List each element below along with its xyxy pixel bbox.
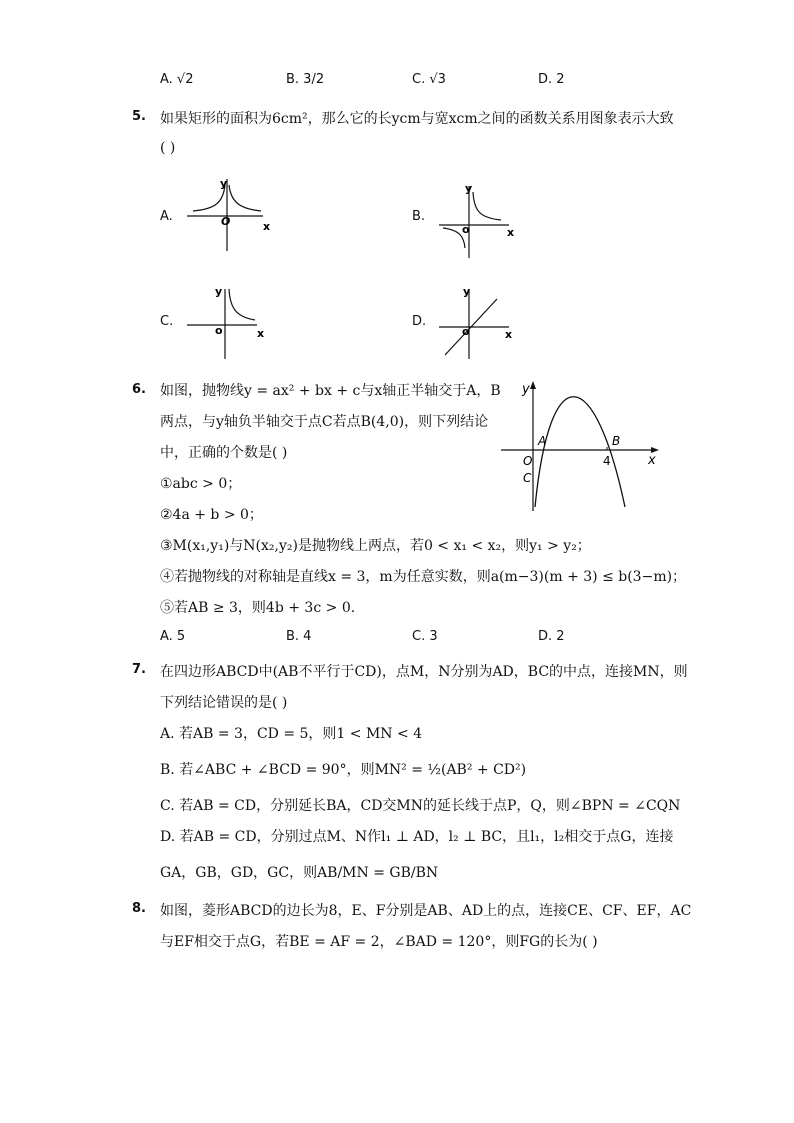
q6-statement-3: ③M(x₁,y₁)与N(x₂,y₂)是抛物线上两点，若0 < x₁ < x₂，则y₁ > y₂；: [160, 538, 591, 554]
q8-line-2: 与EF相交于点G，若BE = AF = 2，∠BAD = 120°，则FG的长为( ): [160, 934, 598, 950]
q6-parabola-curve: [535, 397, 625, 507]
q6-statement-4: ④若抛物线的对称轴是直线x = 3，m为任意实数，则a(m−3)(m + 3) ≤ b(3−m)；: [160, 569, 687, 585]
q6-y-axis-arrow: [530, 381, 536, 389]
q6-statement-2: ②4a + b > 0；: [160, 507, 263, 523]
q4-option-c: C. √3: [412, 72, 446, 87]
q8-line-1: 如图，菱形ABCD的边长为8，E、F分别是AB、AD上的点，连接CE、CF、EF，AC: [160, 903, 692, 919]
q7-line-2: 下列结论错误的是( ): [160, 695, 288, 711]
q6-origin-label: O: [523, 454, 533, 468]
q6-line-3: 中，正确的个数是( ): [160, 445, 288, 461]
q4-option-a: A. √2: [160, 72, 194, 87]
q5-option-d-label: D.: [412, 314, 427, 329]
q5-graph-a-y-label: y: [220, 177, 228, 190]
q6-option-c: C. 3: [412, 629, 438, 644]
q5-graph-c-y-label: y: [215, 285, 223, 298]
q5-option-a-label: A.: [160, 209, 173, 224]
q5-option-b-label: B.: [412, 209, 426, 224]
q5-text-line1: 如果矩形的面积为6cm²，那么它的长ycm与宽xcm之间的函数关系用图象表示大致: [160, 111, 674, 127]
q7-option-a: A. 若AB = 3，CD = 5，则1 < MN < 4: [160, 726, 423, 742]
q6-point-b-label: B: [612, 434, 621, 448]
q4-option-d: D. 2: [538, 72, 565, 87]
q6-option-b: B. 4: [286, 629, 312, 644]
q5-graph-d-origin-label: o: [462, 325, 470, 338]
q6-x-label: x: [648, 453, 656, 468]
q6-option-d: D. 2: [538, 629, 565, 644]
q6-option-a: A. 5: [160, 629, 186, 644]
q5-graph-a-origin-label: O: [221, 215, 231, 228]
q6-tick-4-label: 4: [603, 454, 611, 468]
q5-graph-b-origin-label: o: [462, 223, 470, 236]
q5-graph-c-origin-label: o: [215, 324, 223, 337]
q5-graph-b-y-label: y: [465, 182, 473, 195]
q6-point-c-label: C: [523, 471, 532, 485]
q5-graph-d-x-label: x: [505, 328, 513, 341]
q7-number: 7.: [132, 662, 146, 677]
q7-option-b: B. 若∠ABC + ∠BCD = 90°，则MN² = ½(AB² + CD²): [160, 762, 527, 778]
q6-parabola-figure: [495, 375, 665, 515]
q6-statement-1: ①abc > 0；: [160, 476, 242, 492]
q6-number: 6.: [132, 382, 146, 397]
q6-line-2: 两点，与y轴负半轴交于点C若点B(4,0)，则下列结论: [160, 414, 489, 430]
q5-graph-c: [185, 283, 270, 361]
q7-line-1: 在四边形ABCD中(AB不平行于CD)，点M，N分别为AD，BC的中点，连接MN，则: [160, 664, 688, 680]
q5-graph-a: [185, 175, 280, 255]
q5-text-line2: ( ): [160, 140, 176, 156]
q6-y-label: y: [522, 382, 530, 397]
q5-graph-a-x-label: x: [263, 220, 271, 233]
q5-option-c-label: C.: [160, 314, 174, 329]
q8-number: 8.: [132, 901, 146, 916]
q6-point-a-label: A: [538, 434, 547, 448]
q5-graph-d: [437, 285, 522, 361]
q7-option-c: C. 若AB = CD，分别延长BA，CD交MN的延长线于点P，Q，则∠BPN = ∠CQN: [160, 798, 681, 814]
q7-option-d-line1: D. 若AB = CD，分别过点M、N作l₁ ⊥ AD，l₂ ⊥ BC，且l₁，l₂相交于点G，连接: [160, 829, 674, 845]
q4-option-b: B. 3/2: [286, 72, 325, 87]
q5-graph-b: [437, 180, 522, 262]
q5-graph-b-x-label: x: [507, 226, 515, 239]
q7-option-d-line2: GA，GB，GD，GC，则AB/MN = GB/BN: [160, 865, 439, 881]
q6-statement-5: ⑤若AB ≥ 3，则4b + 3c > 0.: [160, 600, 356, 616]
q5-number: 5.: [132, 109, 146, 124]
q5-graph-c-x-label: x: [257, 327, 265, 340]
q5-graph-d-y-label: y: [463, 285, 471, 298]
q6-line-1: 如图，抛物线y = ax² + bx + c与x轴正半轴交于A，B: [160, 383, 501, 399]
